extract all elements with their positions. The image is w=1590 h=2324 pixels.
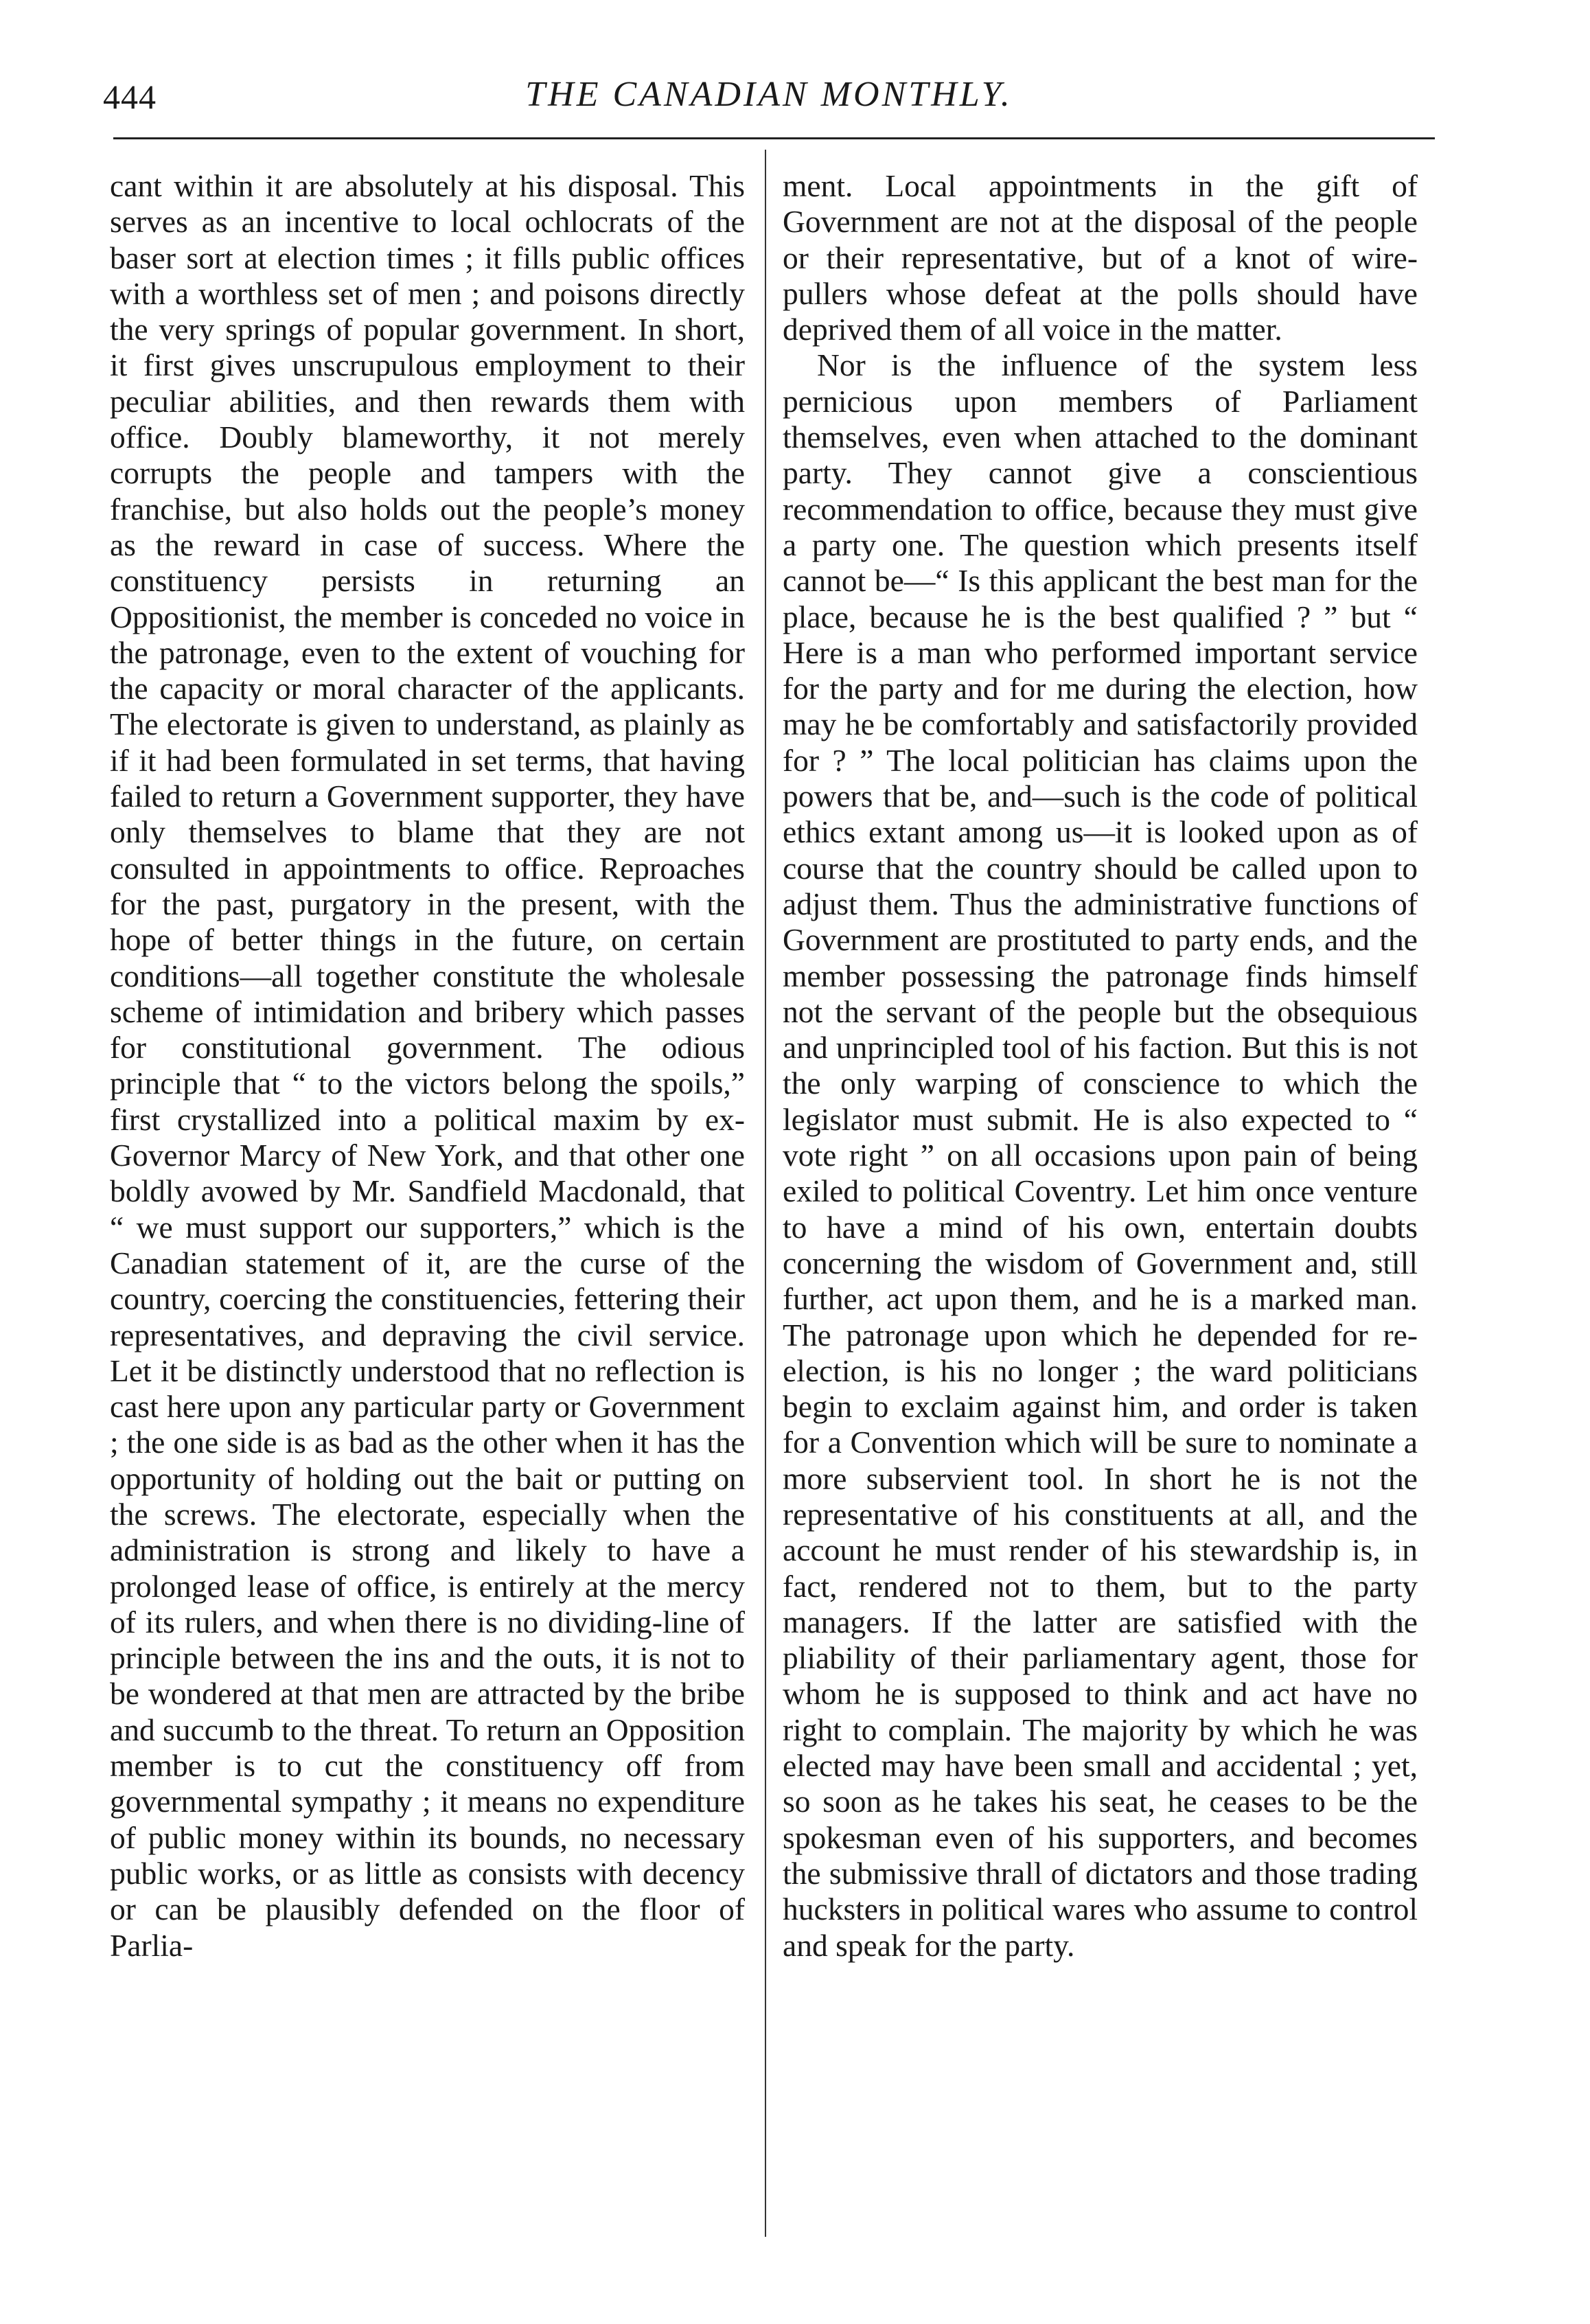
column-divider	[765, 150, 766, 2237]
page-number: 444	[103, 78, 157, 116]
left-column	[110, 168, 745, 1964]
page-header	[103, 69, 1435, 124]
header-rule	[113, 137, 1435, 139]
running-title: THE CANADIAN MONTHLY.	[525, 75, 1013, 114]
left-paragraph-1: cant within it are absolutely at his disposal. This serves as an incentive to local ochlocrats of the baser sort at election times ; it fills public offices with a worthless set of men ; and poisons directly the very springs of popular government. In short, it first gives unscrupulous employment to their peculiar abilities, and then rewards them with office. Doubly blameworthy, it not merely corrupts the people and tampers with the franchise, but also holds out the people’s money as the reward in case of success. Where the constituency persists in returning an Oppositionist, the member is conceded no voice in the patronage, even to the extent of vouching for the capacity or moral character of the applicants. The electorate is given to understand, as plainly as if it had been formulated in set terms, that having failed to return a Government supporter, they have only themselves to blame that they are not consulted in appointments to office. Reproaches for the past, purgatory in the present, with the hope of better things in the future, on certain conditions—all together constitute the wholesale scheme of intimidation and bribery which passes for constitutional government. The odious principle that “ to the victors belong the spoils,” first crystallized into a political maxim by ex-Governor Marcy of New York, and that other one boldly avowed by Mr. Sandfield Macdonald, that “ we must support our supporters,” which is the Canadian statement of it, are the curse of the country, coercing the constituencies, fettering their representatives, and depraving the civil service. Let it be distinctly understood that no reflection is cast here upon any particular party or Government ; the one side is as bad as the other when it has the opportunity of holding out the bait or putting on the screws. The electorate, especially when the administration is strong and likely to have a prolonged lease of office, is entirely at the mercy of its rulers, and when there is no dividing-line of principle between the ins and the outs, it is not to be wondered at that men are attracted by the bribe and succumb to the threat. To return an Opposition member is to cut the constituency off from governmental sympathy ; it means no expenditure of public money within its bounds, no necessary public works, or as little as consists with decency or can be plausibly defended on the floor of Parlia-	[110, 168, 745, 1963]
right-column	[783, 168, 1418, 1964]
right-paragraph-2: Nor is the influence of the system less pernicious upon members of Parliament themselves, even when attached to the dominant party. They cannot give a conscientious recommendation to office, because they must give a party one. The question which presents itself cannot be—“ Is this applicant the best man for the place, because he is the best qualified ? ” but “ Here is a man who performed important service for the party and for me during the election, how may he be comfortably and satisfactorily provided for ? ” The local politician has claims upon the powers that be, and—such is the code of political ethics extant among us—it is looked upon as of course that the country should be called upon to adjust them. Thus the administrative functions of Government are prostituted to party ends, and the member possessing the patronage finds himself not the servant of the people but the obsequious and unprincipled tool of his faction. But this is not the only warping of conscience to which the legislator must submit. He is also expected to “ vote right ” on all occasions upon pain of being exiled to political Coventry. Let him once venture to have a mind of his own, entertain doubts concerning the wisdom of Government and, still further, act upon them, and he is a marked man. The patronage upon which he depended for re-election, is his no longer ; the ward politicians begin to exclaim against him, and order is taken for a Convention which will be sure to nominate a more subservient tool. In short he is not the representative of his constituents at all, and the account he must render of his stewardship is, in fact, rendered not to them, but to the party managers. If the latter are satisfied with the pliability of their parliamentary agent, those for whom he is supposed to think and act have no right to complain. The majority by which he was elected may have been small and accidental ; yet, so soon as he takes his seat, he ceases to be the spokesman even of his supporters, and becomes the submissive thrall of dictators and those trading hucksters in political wares who assume to control and speak for the party.	[783, 347, 1418, 1963]
right-paragraph-1: ment. Local appointments in the gift of Government are not at the disposal of the people or their representative, but of a knot of wire-pullers whose defeat at the polls should have deprived them of all voice in the matter.	[783, 168, 1418, 347]
